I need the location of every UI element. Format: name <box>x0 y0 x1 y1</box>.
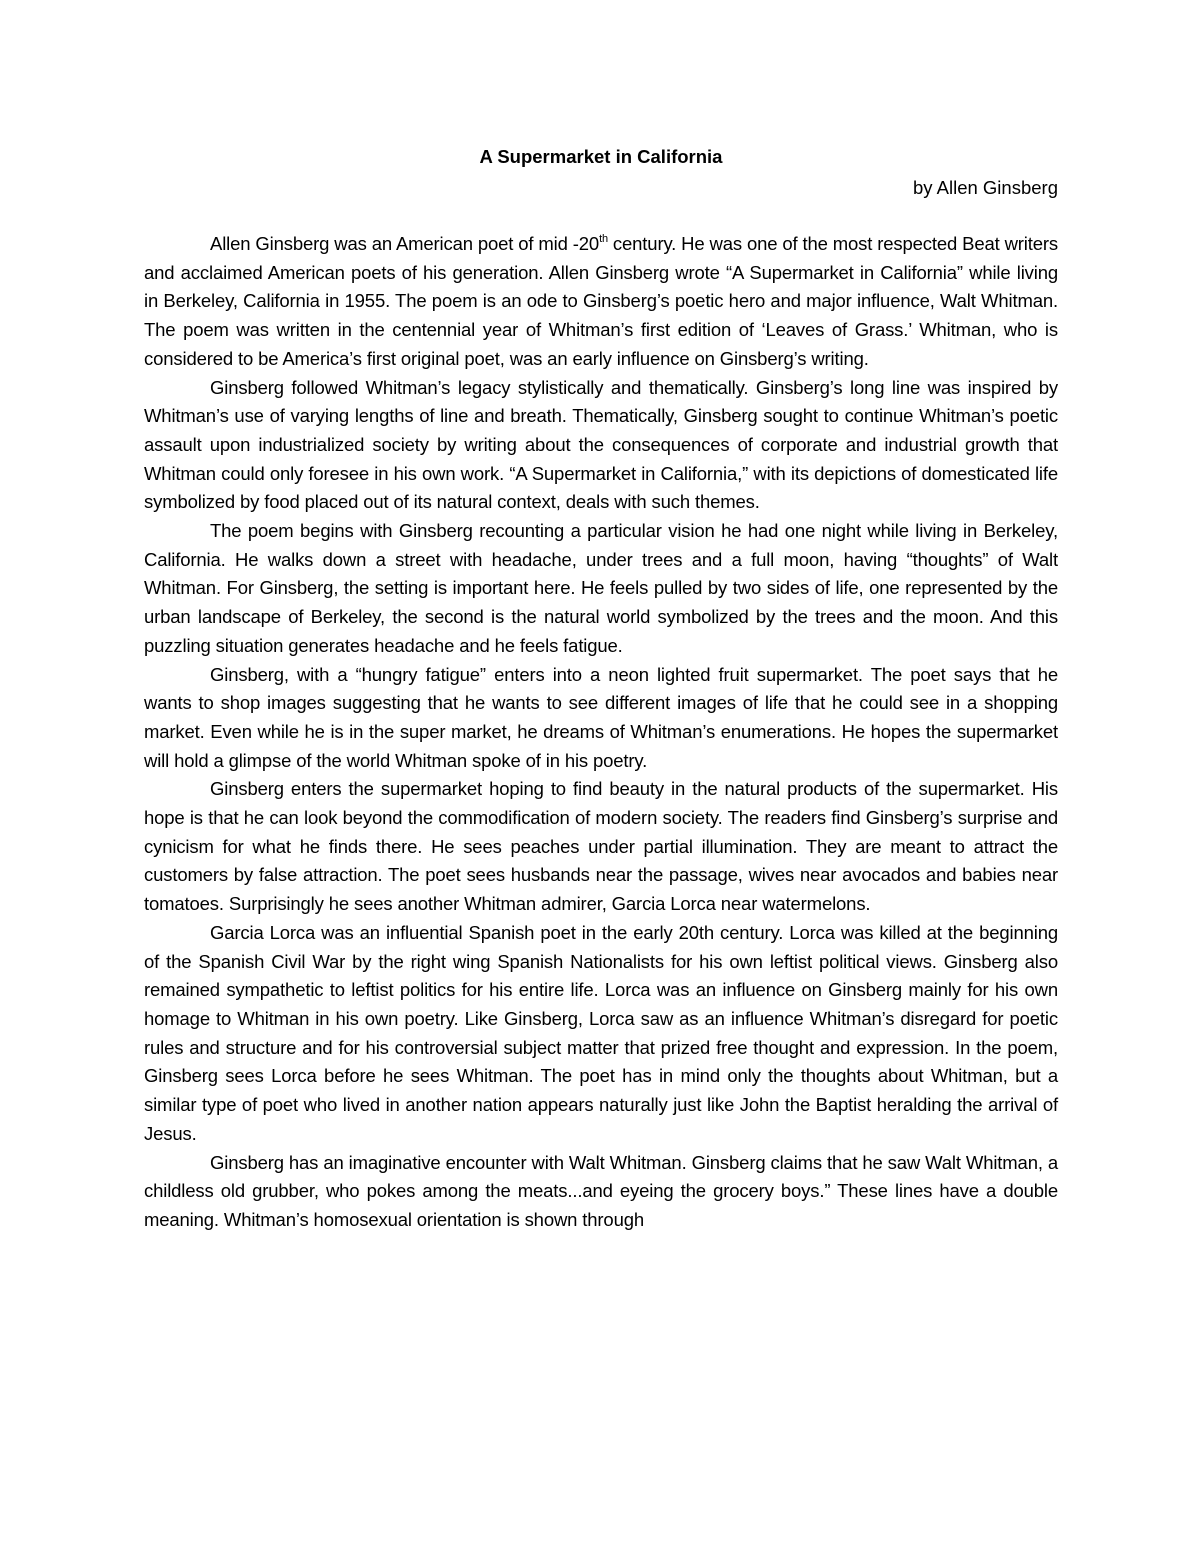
paragraph-2: Ginsberg followed Whitman’s legacy stylistically and thematically. Ginsberg’s long line was inspired by Whitman’s use of varying lengths of line and breath. Thematically, Ginsberg sought to continue Whitman’s poetic assault upon industrialized society by writing about the consequences of corporate and industrial growth that Whitman could only foresee in his own work. “A Supermarket in California,” with its depictions of domesticated life symbolized by food placed out of its natural context, deals with such themes. <box>144 376 1058 513</box>
paragraph-1-text-end: century. He was one of the most respected Beat writers and acclaimed American poets of his generation. Allen Ginsberg wrote “A Supermarket in California” while living in Berkeley, California in 1955. The poem is an ode to Ginsberg’s poetic hero and major influence, Walt Whitman. The poem was written in the centennial year of Whitman’s first edition of ‘Leaves of Grass.’ Whitman, who is considered to be America’s first original poet, was an early influence on Ginsberg’s writing. <box>144 233 1059 369</box>
paragraph-4: Ginsberg, with a “hungry fatigue” enters into a neon lighted fruit supermarket. The poet says that he wants to shop images suggesting that he wants to see different images of life that he could see in a shopping market. Even while he is in the super market, he dreams of Whitman’s enumerations. He hopes the supermarket will hold a glimpse of the world Whitman spoke of in his poetry. <box>144 663 1058 771</box>
document-title: A Supermarket in California <box>479 146 723 167</box>
paragraph-1 <box>144 230 1058 374</box>
paragraph-6: Garcia Lorca was an influential Spanish poet in the early 20th century. Lorca was killed at the beginning of the Spanish Civil War by the right wing Spanish Nationalists for his own leftist political views. Ginsberg also remained sympathetic to leftist politics for his entire life. Lorca was an influence on Ginsberg mainly for his own homage to Whitman in his own poetry. Like Ginsberg, Lorca saw as an influence Whitman’s disregard for poetic rules and structure and for his controversial subject matter that prized free thought and expression. In the poem, Ginsberg sees Lorca before he sees Whitman. The poet has in mind only the thoughts about Whitman, but a similar type of poet who lived in another nation appears naturally just like John the Baptist heralding the arrival of Jesus. <box>144 921 1058 1144</box>
paragraph-3: The poem begins with Ginsberg recounting a particular vision he had one night while living in Berkeley, California. He walks down a street with headache, under trees and a full moon, having “thoughts” of Walt Whitman. For Ginsberg, the setting is important here. He feels pulled by two sides of life, one represented by the urban landscape of Berkeley, the second is the natural world symbolized by the trees and the moon. And this puzzling situation generates headache and he feels fatigue. <box>144 520 1058 656</box>
document-body <box>144 140 1058 1235</box>
document-byline: by Allen Ginsberg <box>912 177 1058 198</box>
paragraph-5: Ginsberg enters the supermarket hoping to find beauty in the natural products of the supermarket. His hope is that he can look beyond the commodification of modern society. The readers find Ginsberg’s surprise and cynicism for what he finds there. He sees peaches under partial illumination. They are meant to attract the customers by false attraction. The poet sees husbands near the passage, wives near avocados and babies near tomatoes. Surprisingly he sees another Whitman admirer, Garcia Lorca near watermelons. <box>144 778 1058 915</box>
paragraph-7: Ginsberg has an imaginative encounter with Walt Whitman. Ginsberg claims that he saw Walt Whitman, a childless old grubber, who pokes among the meats...and eyeing the grocery boys.” These lines have a double meaning. Whitman’s homosexual orientation is shown through <box>144 1151 1058 1230</box>
paragraph-1-text-start: Allen Ginsberg was an American poet of mid -20 <box>210 233 600 254</box>
title-spacer <box>144 202 1058 230</box>
superscript-ordinal: th <box>599 232 608 245</box>
